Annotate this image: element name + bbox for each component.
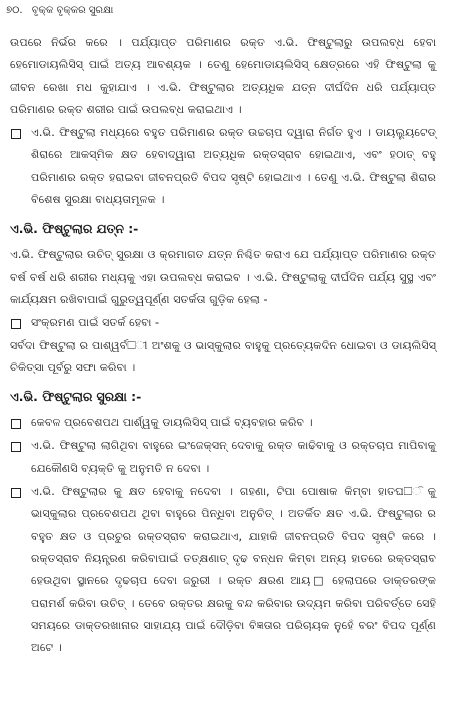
bullet-text: ଏ.ଭି. ଫିଷ୍ଟୁଲା ମଧ୍ୟରେ ବହୁତ ପରିମାଣର ରକ୍ତ ଉଚ୍ଚଚାପ ଦ୍ୱାରା ନିର୍ଗତ ହୁଏ । ଡାୟଲ୍ୟୁଟେଡ୍ ଶିରାରେ ଆକସ୍ମିକ କ୍ଷତ ହେବାଦ୍ୱାରା ଅତ୍ୟଧିକ ରକ୍ତସ୍ରାବ ହୋଇଥାଏ, ଏବଂ ହଠାତ୍ ବହୁ ପରିମାଣର ରକ୍ତ ହରାଇବା ଜୀବନପ୍ରତି ବିପଦ ସୃଷ୍ଟି ହୋଇଥାଏ । ତେଣୁ ଏ.ଭି. ଫିଷ୍ଟୁଲା ଶିରାର ବିଶେଷ ସୁରକ୍ଷା ବାଧ୍ୟତାମୂଳକ । xyxy=(31,126,436,207)
page-number: ୭୦. xyxy=(6,5,23,16)
checkbox-bullet-icon xyxy=(11,442,21,452)
running-header xyxy=(6,4,444,18)
bullet-item xyxy=(10,435,436,480)
bullet-text: କେବଳ ପ୍ରବେଶପଥ ପାର୍ଶ୍ୱକୁ ଡାୟଲିସିସ୍ ପାଇଁ ବ୍ୟବହାର କରିବ । xyxy=(31,416,313,430)
section-heading: ଏ.ଭି. ଫିଷ୍ଟୁଲାର ସୁରକ୍ଷା :- xyxy=(10,389,142,405)
running-title: ବୃକ୍କ ବୃକ୍କର ସୁରକ୍ଷା xyxy=(31,5,114,16)
page-body xyxy=(10,32,436,659)
bullet-text: ଏ.ଭି. ଫିଷ୍ଟୁଲାର କୁ କ୍ଷତ ହେବାକୁ ନଦେବା । ଗହଣା, ଟିପା ପୋଷାକ କିମ୍ବା ହାତଘ□ିକୁ ଭାସ୍କୁଲାର ପ୍ରବେଶପଥ ଥିବା ବାହୁରେ ପିନ୍ଧିବା ଅନୁଚିତ୍ । ଅତର୍କିତ କ୍ଷତ ଏ.ଭି. ଫିଷ୍ଟୁଲାର ର ବହୁତ କ୍ଷତ ଓ ପ୍ରଚୁର ରକ୍ତସ୍ରାବ କରାଇଥାଏ, ଯାହାକି ଜୀବନପ୍ରତି ବିପଦ ସୃଷ୍ଟି କରେ । ରକ୍ତସ୍ରାବ ନିୟନ୍ତ୍ରଣ କରିବାପାଇଁ ତତ୍‌କ୍ଷଣାତ୍ ଦୃଢ ବନ୍ଧନ କିମ୍ବା ଅନ୍ୟ ହାତରେ ରକ୍ତସ୍ରାବ ହେଉଥିବା ସ୍ଥାନରେ ଦୃଢଚାପ ଦେବା ଜରୁରୀ । ରକ୍ତ କ୍ଷରଣ ଆୟ□ ହେଲାପରେ ଡାକ୍ତରଙ୍କ ପରାମର୍ଶ କରିବା ଉଚିତ୍ । ତେବେ ରକ୍ତର କ୍ଷରକୁ ବନ୍ଦ କରିବାର ଉଦ୍ୟମ କରିବା ପରିବର୍ତ୍ତେ ସେହି ସମୟରେ ଡାକ୍ତରଖାନାର ସାହାଯ୍ୟ ପାଇଁ ଦୌଡ଼ିବା ବିଜ୍ଞତାର ପରିଚାୟକ ନୁହେଁ ବରଂ ବିପଦ ପୂର୍ଣ୍ଣ ଅଟେ । xyxy=(31,485,436,655)
bullet-item xyxy=(10,312,436,334)
bullet-text: ଏ.ଭି. ଫିଷ୍ଟୁଲା ଲାଗିଥିବା ବାହୁରେ ଇଂଜେକ୍ସନ୍ ଦେବାକୁ ରକ୍ତ କାଢିବାକୁ ଓ ରକ୍ତଚାପ ମାପିବାକୁ ଯେକୌଣସି ବ୍ୟକ୍ତି କୁ ଅନୁମତି ନ ଦେବା । xyxy=(31,439,436,475)
checkbox-bullet-icon xyxy=(11,129,21,139)
section-heading: ଏ.ଭି. ଫିଷ୍ଟୁଲାର ଯତ୍ନ :- xyxy=(10,221,139,237)
checkbox-bullet-icon xyxy=(11,319,21,329)
checkbox-bullet-icon xyxy=(11,419,21,429)
paragraph: ସର୍ବଦା ଫିଷ୍ଟୁଲା ର ପାଶ୍ୱର୍ବ□ୀ ଅଂଶକୁ ଓ ଭାସ୍କୁଲାର ବାହୁକୁ ପ୍ରତ୍ୟେକଦିନ ଧୋଇବା ଓ ଡାୟଲିସିସ୍ ଚିକିତ୍ସା ପୂର୍ବରୁ ସଫା କରିବା । xyxy=(10,338,436,374)
paragraph: ଉପରେ ନିର୍ଭର କରେ । ପର୍ଯ୍ୟାପ୍ତ ପରିମାଣର ରକ୍ତ ଏ.ଭି. ଫିଷ୍ଟୁଲାରୁ ଉପଲବ୍ଧ ହେବା ହେମୋଡାୟଲିସିସ୍ ପାଇଁ ଅତ୍ୟ ଆବଶ୍ୟକ । ତେଣୁ ହେମୋଡାୟଲିସିସ୍ କ୍ଷେତ୍ରରେ ଏହି ଫିଷ୍ଟୁଲା କୁ ଜୀବନ ରେଖା ମଧ କୁହାଯାଏ । ଏ.ଭି. ଫିଷ୍ଟୁଲାର ଅତ୍ୟଧିକ ଯତ୍ନ ଦୀର୍ଘଦିନ ଧରି ପର୍ଯ୍ୟାପ୍ତ ପରିମାଣର ରକ୍ତ ଶରୀର ପାଇଁ ଉପଲବ୍ଧ କରାଇଥାଏ । xyxy=(10,36,436,116)
bullet-item xyxy=(10,122,436,211)
checkbox-bullet-icon xyxy=(11,488,21,498)
bullet-item xyxy=(10,481,436,659)
paragraph: ଏ.ଭି. ଫିଷ୍ଟୁଲାର ଉଚିତ୍ ସୁରକ୍ଷା ଓ କ୍ରମାଗତ ଯତ୍ନ ନିଶ୍ଚିତ କରାଏ ଯେ ପର୍ଯ୍ୟାପ୍ତ ପରିମାଣର ରକ୍ତ ବର୍ଷ ବର୍ଷ ଧରି ଶରୀର ମଧ୍ୟକୁ ଏହା ଉପଲବ୍ଧ କରାଇବ । ଏ.ଭି. ଫିଷ୍ଟୁଲାକୁ ଦୀର୍ଘଦିନ ପର୍ଯ୍ୟ ସୁସ୍ଥ ଏବଂ କାର୍ଯ୍ୟକ୍ଷମ ରଖିବାପାଇଁ ଗୁରୁତ୍ୱପୂର୍ଣ୍ଣ ସତର୍କତା ଗୁଡ଼ିକ ହେଲା - xyxy=(10,248,436,306)
bullet-text: ସଂକ୍ରମଣ ପାଇଁ ସତର୍କ ହେବା - xyxy=(31,316,160,330)
bullet-item xyxy=(10,412,436,434)
